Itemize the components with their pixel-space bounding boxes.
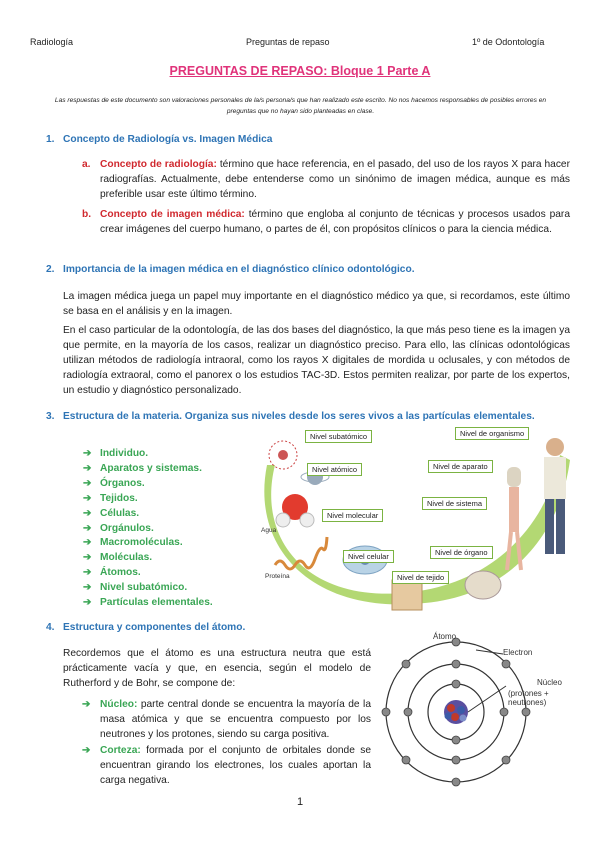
list-item: ➔ Órganos.: [83, 477, 213, 492]
nucleus-label: Núcleo:: [100, 699, 138, 710]
nucleus-bullet: [82, 697, 371, 742]
levels-illustration: [255, 425, 575, 615]
electron-label: Electron: [503, 648, 533, 657]
list-item: ➔ Aparatos y sistemas.: [83, 462, 213, 477]
section-1-title: Concepto de Radiología vs. Imagen Médica: [63, 134, 273, 145]
section-3-number: 3.: [46, 411, 55, 422]
section-2-number: 2.: [46, 264, 55, 275]
section-1-item-b: [82, 207, 570, 237]
atom-diagram: [378, 630, 588, 790]
level-label: Nivel de tejido: [392, 571, 449, 584]
list-item: ➔ Individuo.: [83, 447, 213, 462]
arrow-icon: ➔: [83, 462, 92, 474]
header-right: 1º de Odontología: [472, 37, 545, 47]
nucleus-fig-label: Núcleo: [537, 678, 562, 687]
arrow-icon: ➔: [83, 567, 92, 579]
atom-label: Átomo: [433, 632, 457, 641]
level-label: Nivel molecular: [322, 509, 383, 522]
item-b-label: Concepto de imagen médica:: [100, 209, 245, 220]
level-label: Nivel celular: [343, 550, 394, 563]
list-item: ➔ Orgánulos.: [83, 522, 213, 537]
nucleus-text: parte central donde se encuentra la mayoría de la masa atómica y que se encuentra compuesto por los neutrones y los protones, siendo su carga positiva.: [100, 699, 371, 740]
page-number: 1: [296, 796, 304, 808]
section-4-number: 4.: [46, 622, 55, 633]
section-2-paragraph-1: La imagen médica juega un papel muy importante en el diagnóstico médico ya que, si recordamos, este último se basa en el análisis y en la imagen.: [63, 291, 570, 317]
section-3-title: Estructura de la materia. Organiza sus niveles desde los seres vivos a las partículas elementales.: [63, 411, 535, 422]
list-item: ➔ Tejidos.: [83, 492, 213, 507]
structure-list: [83, 447, 213, 611]
arrow-icon: ➔: [82, 745, 91, 756]
section-1-heading: [46, 134, 272, 145]
header-center: Preguntas de repaso: [246, 37, 330, 47]
disclaimer: Las respuestas de este documento son valoraciones personales de la/s persona/s que han realizado este escrito. No nos hacemos responsables de posibles errores en preguntas que no hayan sido planteadas en clase.: [54, 97, 547, 115]
atom-figure: [378, 630, 588, 790]
item-b-text: término que engloba al conjunto de técnicas y procesos usados para crear imágenes del cuerpo humano, o partes de él, con propósitos clínicos o para la ciencia médica.: [100, 209, 570, 235]
level-label: Nivel de aparato: [428, 460, 493, 473]
arrow-icon: ➔: [83, 448, 92, 459]
item-b-letter: b.: [82, 209, 92, 220]
page-title: PREGUNTAS DE REPASO: Bloque 1 Parte A: [169, 64, 431, 78]
level-label: Nivel de organismo: [455, 427, 529, 440]
list-item: ➔ Nivel subatómico.: [83, 581, 213, 596]
section-3-heading: [46, 409, 570, 424]
section-1-item-a: [82, 157, 570, 202]
level-label: Nivel de órgano: [430, 546, 493, 559]
arrow-icon: ➔: [83, 582, 92, 594]
arrow-icon: ➔: [83, 492, 92, 504]
level-label: Nivel atómico: [307, 463, 362, 476]
arrow-icon: ➔: [83, 537, 92, 549]
section-1-number: 1.: [46, 134, 55, 145]
list-item: ➔ Macromoléculas.: [83, 536, 213, 551]
section-2-title: Importancia de la imagen médica en el diagnóstico clínico odontológico.: [63, 264, 415, 275]
item-a-text: término que hace referencia, en el pasado, del uso de los rayos X para hacer radiografías. Actualmente, debe entenderse como un sinónimo de imagen médica, aunque es más preferible usar este último término.: [100, 159, 570, 200]
protein-label: Proteína: [265, 573, 290, 580]
arrow-icon: ➔: [83, 552, 92, 564]
water-label: Agua: [261, 527, 277, 534]
section-2-paragraph-2: En el caso particular de la odontología, de las dos bases del diagnóstico, la que más peso tiene es la imagen ya que permite, en la mayoría de los casos, realizar un diagnóstico preciso. Para ello, las clínicas odontológicas utilizan métodos de radiología intraoral, como los rayos X digitales de mordida u oclusales, y con métodos de radiología extraoral, como el panorex o los estudios TAC-3D. Estos permiten realizar, por parte de los expertos, un estudio y diagnóstico personalizado.: [63, 325, 570, 396]
list-item: ➔ Moléculas.: [83, 551, 213, 566]
levels-of-organization-figure: [255, 425, 575, 615]
level-label: Nivel subatómico: [305, 430, 372, 443]
arrow-icon: ➔: [83, 597, 92, 609]
arrow-icon: ➔: [83, 507, 92, 519]
cortex-text: formada por el conjunto de orbitales donde se encuentran girando los electrones, los cuales aportan la carga negativa.: [100, 745, 371, 786]
level-label: Nivel de sistema: [422, 497, 487, 510]
arrow-icon: ➔: [83, 522, 92, 534]
list-item: ➔ Átomos.: [83, 566, 213, 581]
list-item: ➔ Partículas elementales.: [83, 596, 213, 611]
arrow-icon: ➔: [83, 477, 92, 489]
cortex-bullet: [82, 743, 371, 788]
section-4-title: Estructura y componentes del átomo.: [63, 622, 246, 633]
cortex-label: Corteza:: [100, 745, 141, 756]
section-4-heading: [46, 622, 245, 633]
section-2-heading: [46, 264, 415, 275]
item-a-letter: a.: [82, 159, 91, 170]
item-a-label: Concepto de radiología:: [100, 159, 217, 170]
header-left: Radiología: [30, 37, 74, 47]
section-4-intro: Recordemos que el átomo es una estructura neutra que está prácticamente vacía y que, en esencia, según el modelo de Rutherford y de Bohr, se compone de:: [63, 648, 371, 689]
arrow-icon: ➔: [82, 699, 91, 710]
nucleus-sub-label: (protones + neutrones): [508, 689, 549, 707]
list-item: ➔ Células.: [83, 507, 213, 522]
